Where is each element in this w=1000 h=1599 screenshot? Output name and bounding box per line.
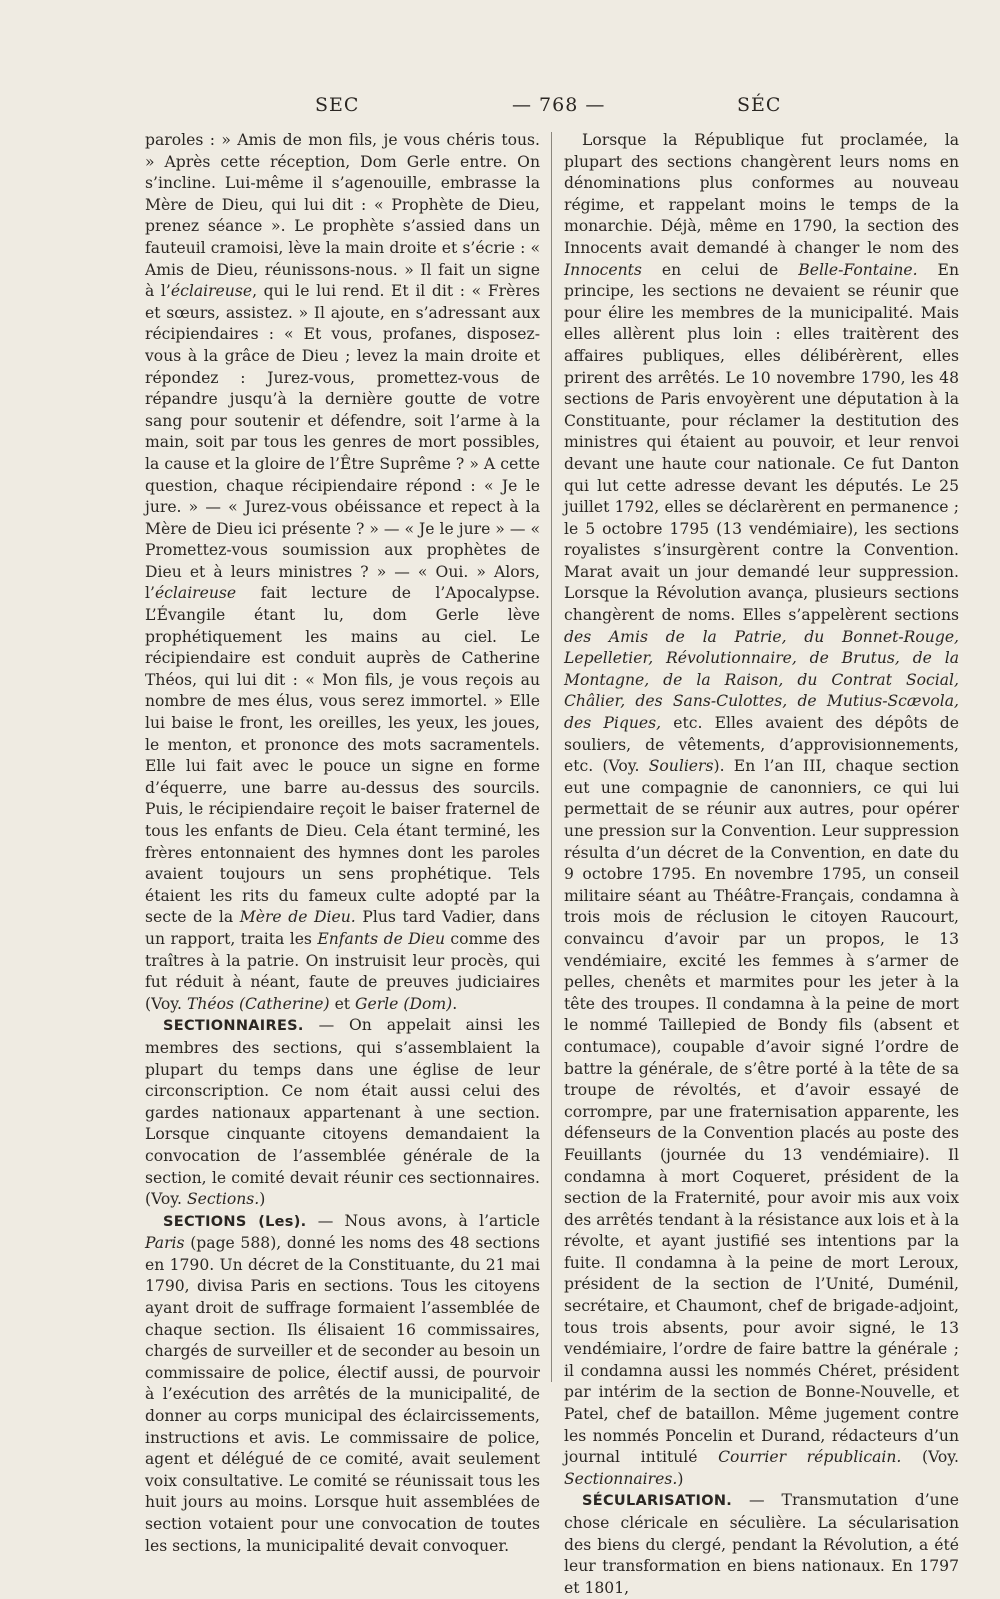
text-run: — Nous avons, à l’article: [306, 1211, 540, 1230]
italic-run: Enfants de Dieu: [317, 929, 445, 948]
italic-run: éclaireuse: [170, 282, 253, 301]
italic-run: Mère de Dieu.: [239, 908, 356, 927]
text-run: etc. Elles avaient des dépôts de souliers, de vêtements, d’approvisionnements, etc. (Voy.: [564, 714, 959, 776]
text-run: en celui de: [641, 260, 799, 279]
page-number: — 768 —: [512, 94, 606, 116]
header-right: SÉC: [737, 94, 782, 116]
text-run: (page 588), donné les noms des 48 sections en 1790. Un décret de la Constituante, du 21 mai 1790, divisa Paris en sections. Tous les citoyens ayant droit de suffrage formaient l’assemblée de chaque section. Ils élisaient 16 commissaires, chargés de surveiller et de seconder au besoin un commissaire de police, électif aussi, de pourvoir à l’exécution des arrêtés de la municipalité, de donner au corps municipal des éclaircissements, instructions et avis. Le commissaire de police, agent et délégué de ce comité, avait seulement voix consultative. Le comité se réunissait tous les huit jours au moins. Lorsque huit assemblées de section votaient pour une convocation de toutes les sections, la municipalité devait convoquer.: [145, 1234, 540, 1555]
left-column: [145, 130, 540, 1557]
header-left: SEC: [315, 94, 360, 116]
running-header: [0, 94, 1000, 124]
text-run: ): [259, 1190, 266, 1209]
text-run: ): [677, 1469, 684, 1488]
text-run: Plus tard Vadier, dans un rapport, traita les: [145, 908, 540, 948]
text-run: fait lecture de l’Apocalypse. L’Évangile étant lu, dom Gerle lève prophétiquement les mains au ciel. Le récipiendaire est conduit auprès de Catherine Théos, qui lui dit : « Mon fils, je vous reçois au nombre de mes élus, vous serez immortel. » Elle lui baise le front, les oreilles, les yeux, les joues, le menton, et prononce des mots sacramentels. Elle lui fait avec le pouce un signe en forme d’équerre, une barre au-dessus des sourcils. Puis, le récipiendaire reçoit le baiser fraternel de tous les enfants de Dieu. Cela étant terminé, les frères entonnaient des hymnes dont les paroles avaient toujours un sens prophétique. Tels étaient les rits du fameux culte adopté par la secte de la: [145, 584, 540, 927]
entry-sections: [145, 1211, 540, 1558]
text-run: et: [329, 994, 356, 1013]
text-run: — Transmutation d’une chose cléricale en séculière. La sécularisation des biens du clergé, pendant la Révolution, a été leur transformation en biens nationaux. En 1797 et 1801,: [564, 1491, 959, 1597]
italic-run: Innocents: [564, 260, 642, 279]
italic-run: Belle-Fontaine.: [798, 260, 918, 279]
italic-run: Sections.: [186, 1190, 260, 1209]
text-run: (Voy.: [901, 1448, 959, 1467]
text-run: paroles : » Amis de mon fils, je vous chéris tous. » Après cette réception, Dom Gerle entre. On s’incline. Lui-même il s’agenouille, embrasse la Mère de Dieu, qui lui dit : « Prophète de Dieu, prenez séance ». Le prophète s’assied dans un fauteuil cramoisi, lève la main droite et s’écrie : « Amis de Dieu, réunissons-nous. » Il fait un signe à l’: [145, 131, 540, 301]
entry-term: SECTIONNAIRES.: [163, 1018, 304, 1035]
text-run: , qui le lui rend. Et il dit : « Frères et sœurs, assistez. » Il ajoute, en s’adressant aux récipiendaires : « Et vous, profanes, disposez-vous à la grâce de Dieu ; levez la main droite et répondez : Jurez-vous, promettez-vous de répandre jusqu’à la dernière goutte de votre sang pour soutenir et défendre, soit l’arme à la main, soit par tous les genres de mort possibles, la cause et la gloire de l’Être Suprême ? » A cette question, chaque récipiendaire répond : « Je le jure. » — « Jurez-vous obéissance et repect à la Mère de Dieu ici présente ? » — « Je le jure » — « Promettez-vous soumission aux prophètes de Dieu et à leurs ministres ? » — « Oui. » Alors, l’: [145, 282, 541, 603]
text-run: En principe, les sections ne devaient se réunir que pour élire les membres de la municipalité. Mais elles allèrent plus loin : elles traitèrent des affaires publiques, elles délibérèrent, elles prirent des arrêtés. Le 10 novembre 1790, les 48 sections de Paris envoyèrent une députation à la Constituante, pour réclamer la destitution des ministres qui étaient au pouvoir, et leur renvoi devant une haute cour nationale. Ce fut Danton qui lut cette adresse devant les députés. Le 25 juillet 1792, elles se déclarèrent en permanence ; le 5 octobre 1795 (13 vendémiaire), les sections royalistes s’insurgèrent contre la Convention. Marat avait un jour demandé leur suppression. Lorsque la Révolution avança, plusieurs sections changèrent de noms. Elles s’appelèrent sections: [564, 260, 959, 625]
entry-sectionnaires: [145, 1015, 540, 1210]
italic-run: Courrier républicain.: [718, 1448, 902, 1467]
italic-run: Paris: [145, 1234, 185, 1253]
italic-run: Théos (Catherine): [186, 994, 330, 1013]
right-column: [564, 130, 959, 1599]
text-run: .: [452, 994, 458, 1013]
italic-run: Gerle (Dom): [355, 994, 453, 1013]
text-run: ). En l’an III, chaque section eut une compagnie de canonniers, ce qui lui permettait de se réunir aux autres, pour opérer une pression sur la Convention. Leur suppression résulta d’un décret de la Convention, en date du 9 octobre 1795. En novembre 1795, un conseil militaire séant au Théâtre-Français, condamna à trois mois de réclusion le citoyen Raucourt, convaincu d’avoir par un propos, le 13 vendémiaire, excité les femmes à s’armer de pelles, chenêts et marmites pour les jeter à la tête des troupes. Il condamna à la peine de mort le nommé Taillepied de Bondy fils (absent et contumace), coupable d’avoir signé l’ordre de battre la générale, de s’être porté à la tête de sa troupe de révoltés, et d’avoir essayé de corrompre, par une fraternisation apparente, les défenseurs de la Convention placés au poste des Feuillants (journée du 13 vendémiaire). Il condamna à mort Coqueret, président de la section de la Fraternité, pour avoir mis aux voix des arrêtés tendant à la résistance aux lois et à la révolte, et ayant justifié ses intentions par la fuite. Il condamna à la peine de mort Leroux, président de la section de l’Unité, Duménil, secrétaire, et Chaumont, chef de brigade-adjoint, tous trois absents, pour avoir signé, le 13 vendémiaire, l’ordre de faire battre la générale ; il condamna aussi les nommés Chéret, président par intérim de la section de Bonne-Nouvelle, et Patel, chef de bataillon. Même jugement contre les nommés Poncelin et Durand, rédacteurs d’un journal intitulé: [564, 757, 959, 1467]
paragraph-sections-continued: [564, 130, 959, 1490]
text-run: comme des traîtres à la patrie. On instruisit leur procès, qui fut réduit à néant, faute de preuves judiciaires (Voy.: [145, 929, 540, 1013]
text-run: Lorsque la République fut proclamée, la plupart des sections changèrent leurs noms en dénominations plus conformes au nouveau régime, et rappelant moins le temps de la monarchie. Déjà, même en 1790, la section des Innocents avait demandé à changer le nom des: [564, 131, 959, 257]
italic-run: Sectionnaires.: [564, 1469, 678, 1488]
entry-secularisation: [564, 1490, 959, 1599]
paragraph-ceremony: [145, 130, 540, 1015]
italic-run: des Amis de la Patrie, du Bonnet-Rouge, Lepelletier, Révolutionnaire, de Brutus, de la Montagne, de la Raison, du Contrat Social, Châlier, des Sans-Culottes, de Mutius-Scævola, des Piques,: [564, 627, 959, 733]
entry-term: SECTIONS (Les).: [163, 1213, 307, 1230]
column-divider: [551, 132, 552, 1382]
text-run: — On appelait ainsi les membres des sections, qui s’assemblaient la plupart du temps dans une église de leur circonscription. Ce nom était aussi celui des gardes nationaux appartenant à une section. Lorsque cinquante citoyens demandaient la convocation de l’assemblée générale de la section, le comité devait réunir ces sectionnaires. (Voy.: [145, 1016, 540, 1209]
italic-run: Souliers: [648, 757, 714, 776]
italic-run: éclaireuse: [154, 584, 237, 603]
entry-term: SÉCULARISATION.: [582, 1493, 733, 1510]
